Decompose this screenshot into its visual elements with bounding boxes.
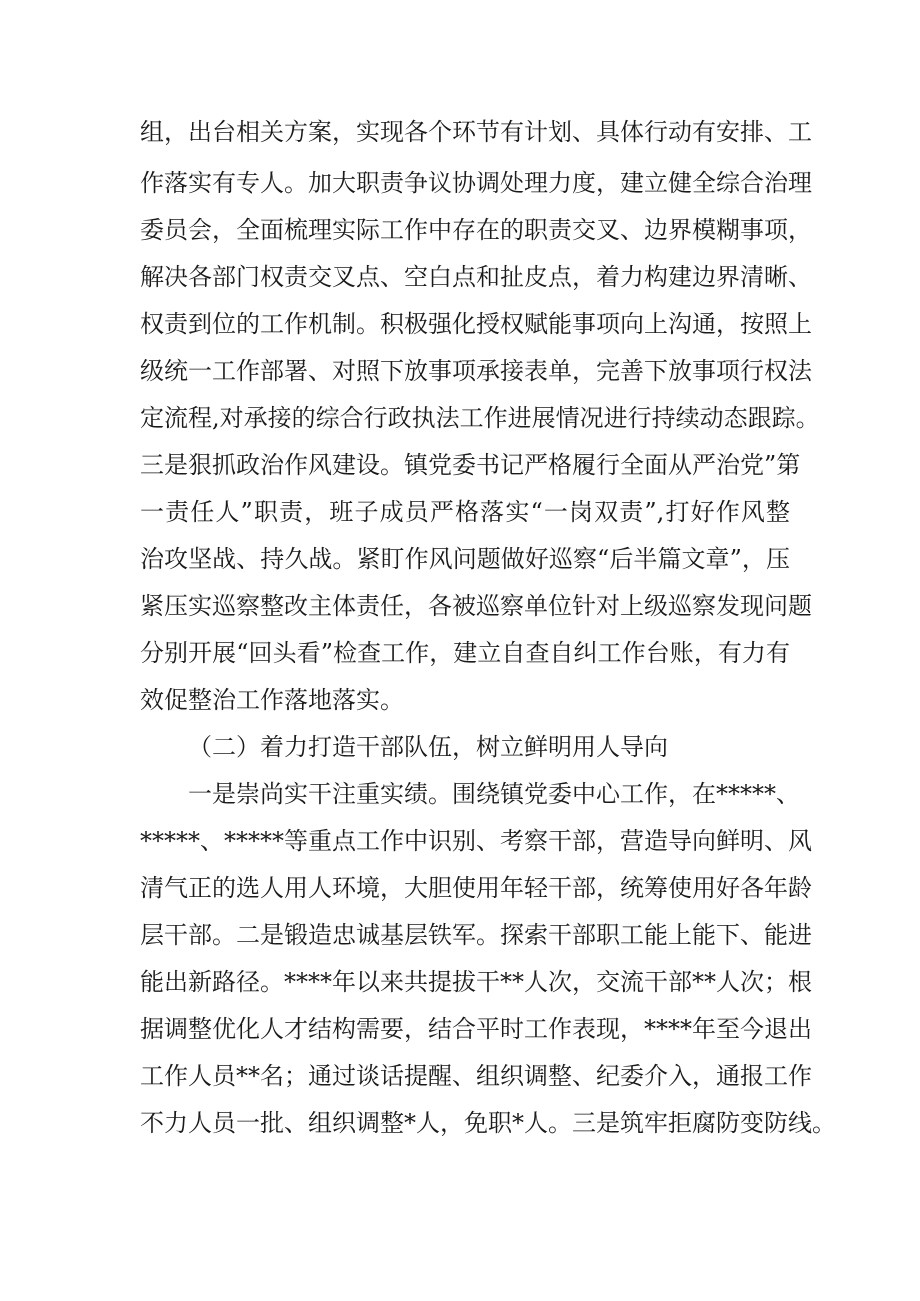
paragraph-line: 一是崇尚实干注重实绩。围绕镇党委中心工作，在*****、 [188,780,800,808]
paragraph-line: 不力人员一批、组织调整*人，免职*人。三是筑牢拒腐防变防线。 [140,1109,836,1137]
paragraph-line: 清气正的选人用人环境，大胆使用年轻干部，统筹使用好各年龄 [140,874,812,902]
paragraph-line: 三是狠抓政治作风建设。镇党委书记严格履行全面从严治党”第 [140,451,801,479]
paragraph-line: 能出新路径。****年以来共提拔干**人次，交流干部**人次；根 [140,968,812,996]
paragraph-line: 一责任人”职责，班子成员严格落实“一岗双责”,打好作风整 [140,498,790,526]
section-heading: （二）着力打造干部队伍，树立鲜明用人导向 [188,733,668,761]
paragraph-line: 定流程,对承接的综合行政执法工作进展情况进行持续动态跟踪。 [140,404,820,432]
paragraph-line: *****、*****等重点工作中识别、考察干部，营造导向鲜明、风 [140,827,812,855]
paragraph-line: 解决各部门权责交叉点、空白点和扯皮点，着力构建边界清晰、 [140,263,812,291]
paragraph-line: 工作人员**名；通过谈话提醒、组织调整、纪委介入，通报工作 [140,1062,812,1090]
paragraph-line: 据调整优化人才结构需要，结合平时工作表现，****年至今退出 [140,1015,812,1043]
paragraph-line: 权责到位的工作机制。积极强化授权赋能事项向上沟通，按照上 [140,310,812,338]
paragraph-line: 作落实有专人。加大职责争议协调处理力度，建立健全综合治理 [140,169,812,197]
paragraph-line: 效促整治工作落地落实。 [140,686,404,714]
paragraph-line: 层干部。二是锻造忠诚基层铁军。探索干部职工能上能下、能进 [140,921,812,949]
paragraph-line: 紧压实巡察整改主体责任，各被巡察单位针对上级巡察发现问题 [140,592,812,620]
paragraph-line: 分别开展“回头看”检查工作，建立自查自纠工作台账，有力有 [140,639,790,667]
paragraph-line: 委员会，全面梳理实际工作中存在的职责交叉、边界模糊事项， [140,216,812,244]
paragraph-line: 级统一工作部署、对照下放事项承接表单，完善下放事项行权法 [140,357,812,385]
paragraph-line: 治攻坚战、持久战。紧盯作风问题做好巡察“后半篇文章”，压 [140,545,790,573]
paragraph-line: 组，出台相关方案，实现各个环节有计划、具体行动有安排、工 [140,118,812,146]
